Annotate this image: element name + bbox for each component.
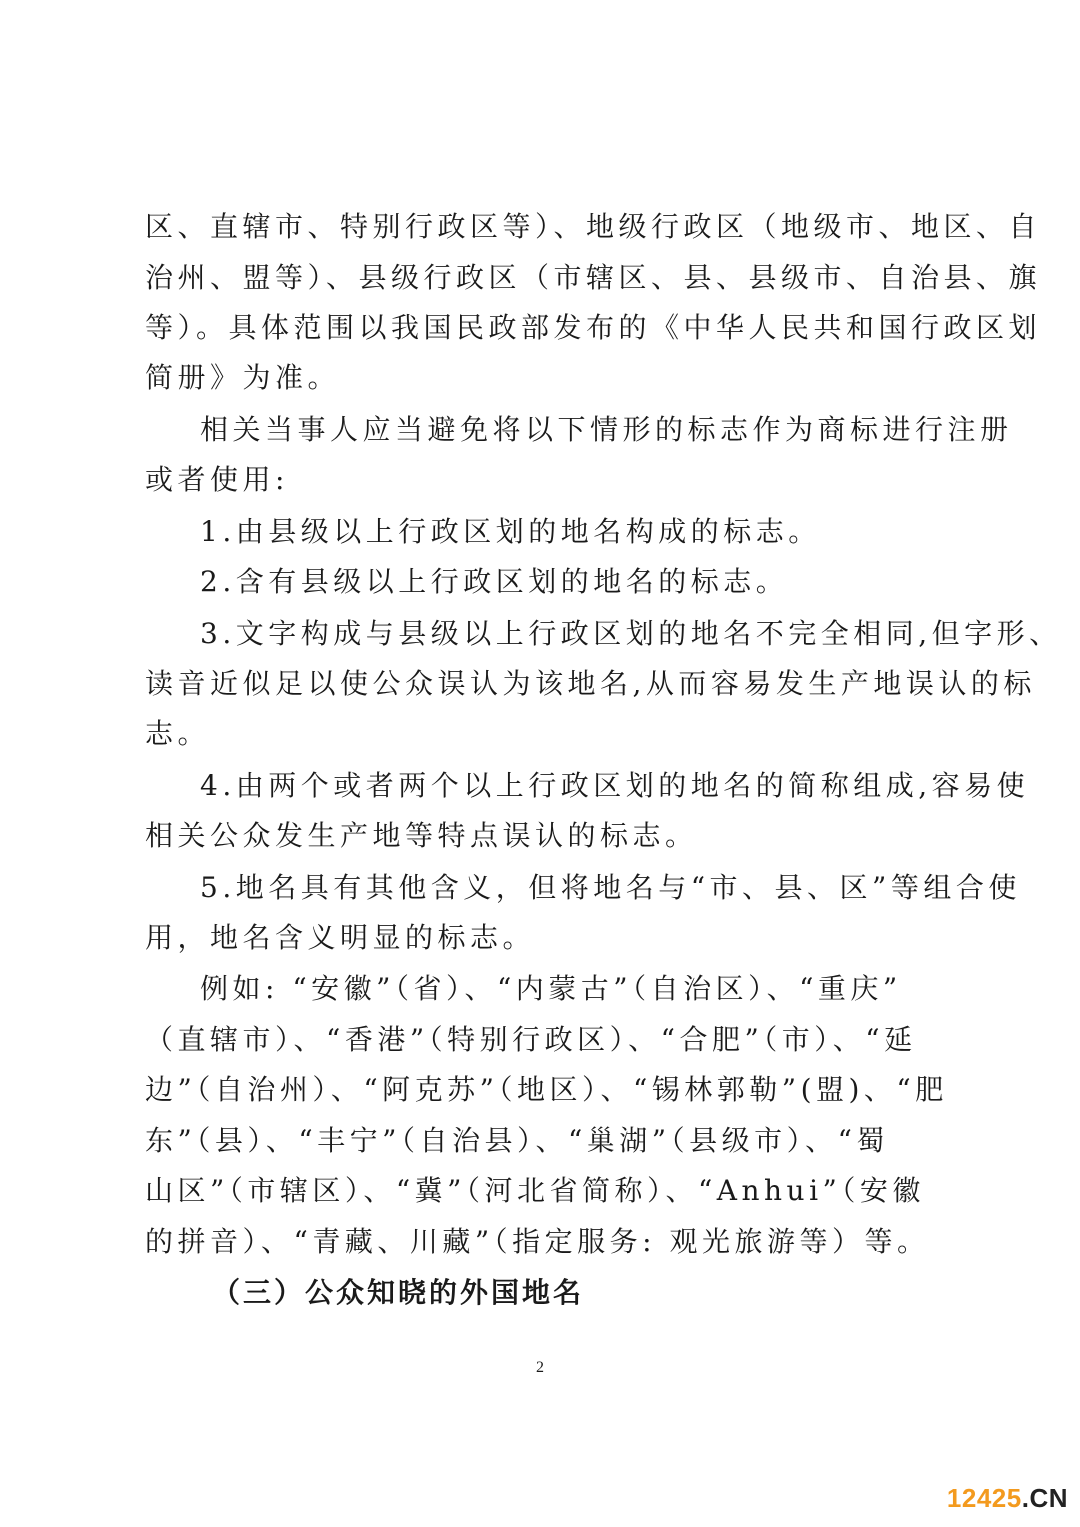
paragraph-1-line-3: 等）。具体范围以我国民政部发布的《中华人民共和国行政区划	[145, 311, 1042, 344]
watermark-number: 12425	[946, 1483, 1022, 1513]
examples-line-2: （直辖市）、“香港”（特别行政区）、“合肥”（市）、“延	[145, 1023, 917, 1056]
item-3-line-1: 3.文字构成与县级以上行政区划的地名不完全相同,但字形、	[200, 617, 1062, 650]
item-5-line-2: 用，地名含义明显的标志。	[145, 921, 536, 954]
item-4-line-2: 相关公众发生产地等特点误认的标志。	[145, 819, 698, 852]
examples-line-5: 山区”（市辖区）、“冀”（河北省简称）、“Anhui”（安徽	[145, 1174, 925, 1207]
item-4-line-1: 4.由两个或者两个以上行政区划的地名的简称组成,容易使	[200, 769, 1030, 802]
paragraph-1-line-1: 区、直辖市、特别行政区等）、地级行政区（地级市、地区、自	[145, 210, 1042, 243]
paragraph-1-line-2: 治州、盟等）、县级行政区（市辖区、县、县级市、自治县、旗	[145, 261, 1042, 294]
watermark-domain: .CN	[1021, 1483, 1068, 1513]
item-5-line-1: 5.地名具有其他含义，但将地名与“市、县、区”等组合使	[200, 871, 1021, 904]
item-3-line-2: 读音近似足以使公众误认为该地名,从而容易发生产地误认的标	[145, 667, 1036, 700]
examples-line-3: 边”（自治州）、“阿克苏”（地区）、“锡林郭勒”(盟)、“肥	[145, 1073, 948, 1106]
item-2-line-1: 2.含有县级以上行政区划的地名的标志。	[200, 565, 789, 598]
examples-line-1: 例如: “安徽”（省）、“内蒙古”（自治区）、“重庆”	[200, 972, 902, 1005]
item-3-line-3: 志。	[145, 717, 211, 750]
paragraph-1-line-4: 简册》为准。	[145, 361, 341, 394]
paragraph-2-line-2: 或者使用:	[145, 463, 289, 496]
section-heading: （三）公众知晓的外国地名	[212, 1276, 585, 1309]
examples-line-6: 的拼音）、“青藏、川藏”（指定服务: 观光旅游等）等。	[145, 1225, 930, 1258]
paragraph-2-line-1: 相关当事人应当避免将以下情形的标志作为商标进行注册	[200, 413, 1013, 446]
examples-line-4: 东”（县）、“丰宁”（自治县）、“巢湖”（县级市）、“蜀	[145, 1124, 889, 1157]
site-watermark	[947, 1483, 1068, 1513]
page-number: 2	[536, 1359, 544, 1376]
item-1-line-1: 1.由县级以上行政区划的地名构成的标志。	[200, 515, 821, 548]
